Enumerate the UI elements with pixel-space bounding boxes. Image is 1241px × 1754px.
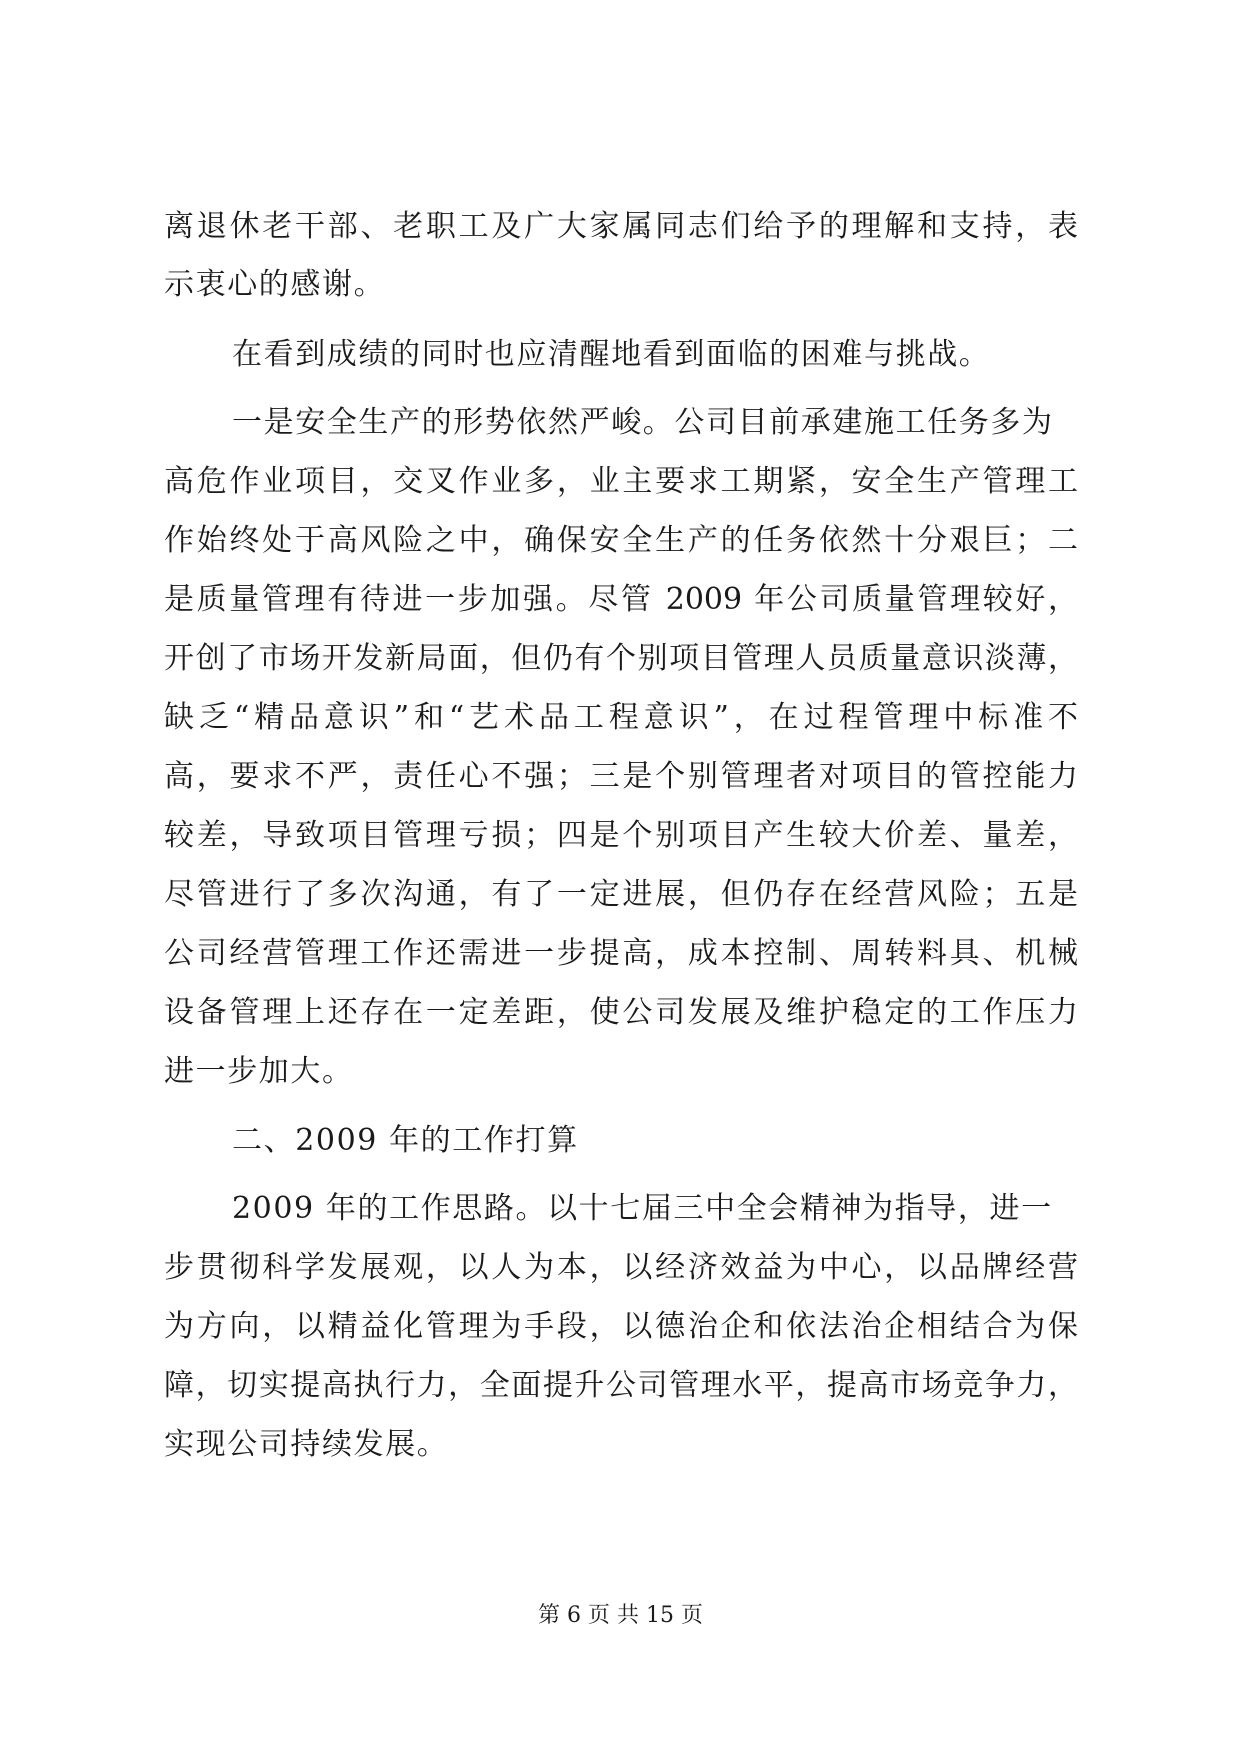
text-line: 开创了市场开发新局面，但仍有个别项目管理人员质量意识淡薄， (164, 641, 1078, 676)
text-line: 作始终处于高风险之中，确保安全生产的任务依然十分艰巨；二 (164, 523, 1078, 558)
text-line: 离退休老干部、老职工及广大家属同志们给予的理解和支持，表 (164, 209, 1078, 244)
text-line: 尽管进行了多次沟通，有了一定进展，但仍存在经营风险；五是 (164, 877, 1078, 912)
page-footer: 第 6 页 共 15 页 (538, 1603, 703, 1628)
section-heading: 二、2009 年的工作打算 (232, 1123, 579, 1158)
text-line: 障，切实提高执行力，全面提升公司管理水平，提高市场竞争力， (164, 1368, 1078, 1403)
text-line: 高，要求不严，责任心不强；三是个别管理者对项目的管控能力 (164, 759, 1078, 794)
text-line: 高危作业项目，交叉作业多，业主要求工期紧，安全生产管理工 (164, 464, 1078, 499)
text-line: 缺乏“精品意识”和“艺术品工程意识”，在过程管理中标准不 (164, 700, 1078, 735)
text-line: 进一步加大。 (164, 1054, 354, 1089)
text-line: 设备管理上还存在一定差距，使公司发展及维护稳定的工作压力 (164, 995, 1078, 1030)
text-line: 为方向，以精益化管理为手段，以德治企和依法治企相结合为保 (164, 1309, 1078, 1344)
text-line: 在看到成绩的同时也应清醒地看到面临的困难与挑战。 (232, 337, 991, 372)
text-line: 示衷心的感谢。 (164, 267, 386, 302)
text-line: 一是安全生产的形势依然严峻。公司目前承建施工任务多为 (232, 405, 1054, 440)
text-line: 步贯彻科学发展观，以人为本，以经济效益为中心，以品牌经营 (164, 1250, 1078, 1285)
text-line: 是质量管理有待进一步加强。尽管 2009 年公司质量管理较好， (164, 582, 1078, 617)
text-line: 实现公司持续发展。 (164, 1427, 449, 1462)
text-line: 2009 年的工作思路。以十七届三中全会精神为指导，进一 (232, 1191, 1053, 1226)
text-line: 公司经营管理工作还需进一步提高，成本控制、周转料具、机械 (164, 936, 1078, 971)
text-line: 较差，导致项目管理亏损；四是个别项目产生较大价差、量差， (164, 818, 1078, 853)
